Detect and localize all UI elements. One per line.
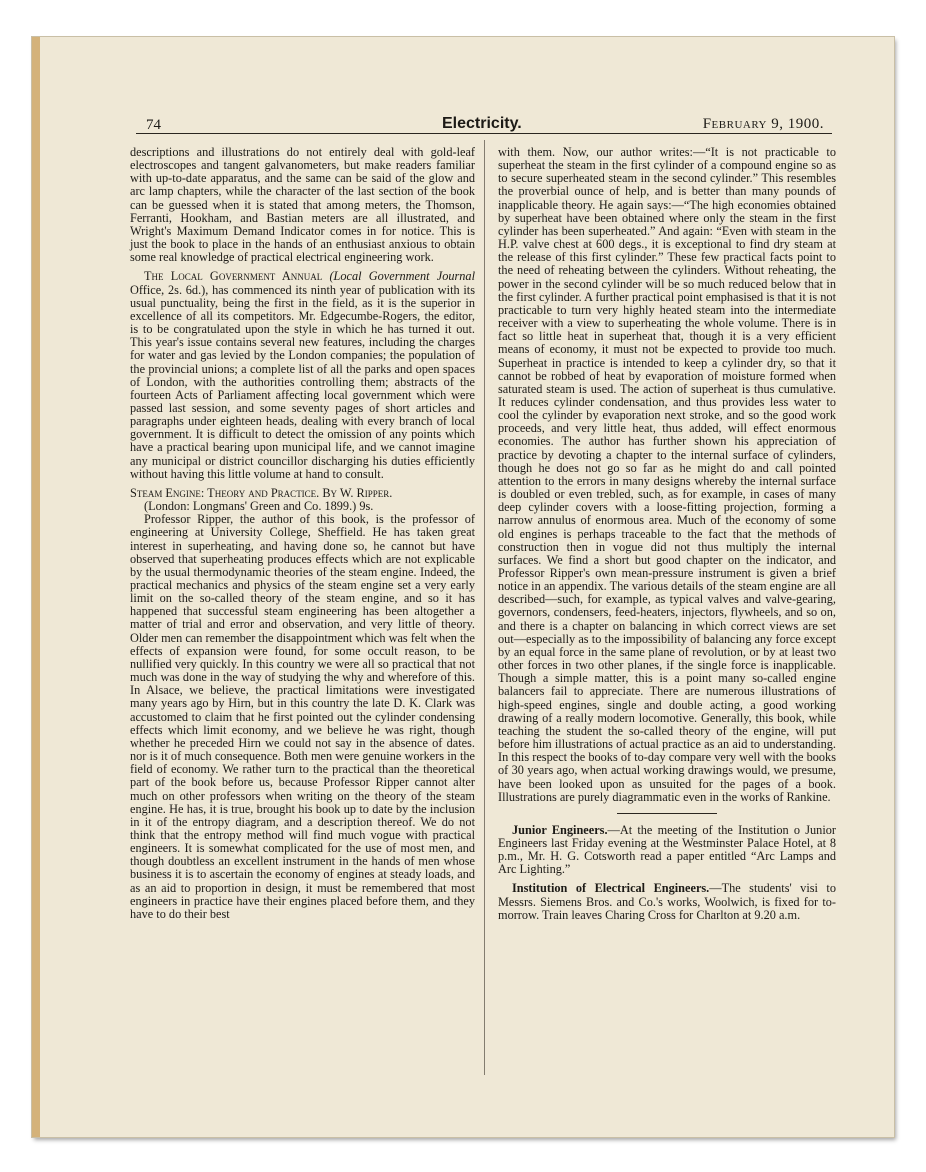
news-title: Junior Engineers. <box>512 822 608 837</box>
page-number: 74 <box>146 117 161 133</box>
publisher-italic: (Local Government Journal <box>329 269 475 284</box>
review-heading: The Local Government Annual <box>144 269 323 284</box>
news-iee <box>498 882 836 921</box>
steam-engine-review: Professor Ripper, the author of this book, is the professor of engineering at University College, Sheffield. He has taken great interest in superheating, and having done so, he cannot but have observed that superheating produces effects which are not explicable by the usual thermodynamic theories of the steam engine. Indeed, the practical mechanics and physics of the steam engine set a very early limit on the so-called theory of the steam engine, and so it has happened that successful steam engineering has been altogether a matter of trial and error and observation, and very little of theory. Older men can remember the disappointment which was felt when the effects of expansion were found, for some occult reason, to be nullified very quickly. In this country we were all so practical that not much was done in the way of studying the why and wherefore of this. In Alsace, we believe, the practical limitations were investigated many years ago by Hirn, but in this country the late D. K. Clark was accustomed to claim that he first pointed out the cylinder condensing effects which limit economy, and we believe he was right, though whether he preceded Hirn we could not say in the absence of dates. nor is it of much consequence. Both men were genuine workers in the field of economy. We rather turn to the practical than the theoretical part of the book before us, because Professor Ripper cannot alter much on other professors when writing on the theory of the steam engine. He has, it is true, brought his book up to date by the inclusion in it of the entropy diagram, and a description thereof. We do not think that the entropy method will find much vogue with practical engineers. It is somewhat complicated for the use of most men, and though doubtless an excellent instrument in the hands of men whose business it is to ascertain the economy of engines at steady loads, and as an aid to proportion in design, it must be remembered that most engineers in practice have their engines placed before them, and they have to do their best <box>130 512 475 921</box>
publisher-details: Office, 2s. 6d.), <box>130 282 209 297</box>
journal-title: Electricity. <box>442 115 522 132</box>
section-separator <box>617 813 717 814</box>
review-continuation-right: with them. Now, our author writes:—“It is not practicable to superheat the steam in the first cylinder of a compound engine so as to secure superheated steam in the second cylinder.” This resembles the proverbial ounce of help, and is better than many pounds of inapplicable theory. He again says:—“The high economies obtained by superheat have been obtained where only the steam in the first cylinder has been superheated.” And again: “Even with steam in the H.P. valve chest at 600 degs., it is exceptional to find dry steam at the release of this first cylinder.” These few practical facts point to the need of reheating between the cylinders. Without reheating, the power in the second cylinder will be so much reduced below that in the first cylinder. A further practical point emphasised is that it is not practicable to turn very highly heated steam into the intermediate receiver with a view to superheating the whole volume. There is in fact so little heat in superheat that, though it is a very efficient means of economy, it must not be expected to provide too much. Superheat in practice is intended to keep a cylinder dry, so that it cannot be robbed of heat by evaporation of moisture formed when saturated steam is used. The action of superheat is thus cumulative. It reduces cylinder condensation, and thus provides less water to cool the cylinder by evaporation next stroke, and so the good work proceeds, and very little heat, thus added, will effect enormous economies. The author has further shown his appreciation of practice by devoting a chapter to the internal surface of cylinders, though he does not go so far as he might do and call pointed attention to the errors in many designs whereby the internal surface is doubled or even trebled, such, as for example, in cases of many deep cylinder covers with a loose-fitting projection, forming a narrow annulus of enormous area. Much of the economy of some old engines is perhaps traceable to the fact that the methods of construction then in vogue did not thus multiply the internal surfaces. We find a short but good chapter on the indicator, and Professor Ripper's own mean-pressure instrument is given a brief notice in an appendix. The various details of the steam engine are all described—such, for example, as typical valves and valve-gearing, governors, condensers, feed-heaters, injectors, flywheels, and so on, and there is a chapter on balancing in which correct views are set out—especially as to the impossibility of balancing any force except by an equal force in the same plane of revolution, or by at least two other forces in two other planes, if the single force is inapplicable. Though a simple matter, this is a point many so-called engine balancers fail to appreciate. There are numerous illustrations of high-speed engines, single and double acting, a good working drawing of a really modern locomotive. Generally, this book, while teaching the student the so-called theory of the engine, will put before him illustrations of actual practice as an aid to understanding. In this respect the books of to-day compare very well with the books of 30 years ago, when actual working drawings would, we presume, have been looked upon as unsuited for the pages of a book. Illustrations are purely diagrammatic even in the works of Rankine. <box>498 145 836 804</box>
news-body: —The students' visi to Messrs. Siemens Bros. and Co.'s works, Woolwich, is fixed for to-morrow. Train leaves Charing Cross for Charlton at 9.20 a.m. <box>498 881 836 922</box>
news-title: Institution of Electrical Engineers. <box>512 881 710 896</box>
right-column <box>498 146 836 922</box>
review-continuation: descriptions and illustrations do not entirely deal with gold-leaf electroscopes and tangent galvanometers, but make readers familiar with up-to-date apparatus, and the same can be said of the glow and arc lamp chapters, while the character of the last section of the book can be guessed when it is stated that among meters, the Thomson, Ferranti, Hookham, and Bastian meters are all illustrated, and Wright's Maximum Demand Indicator comes in for notice. This is just the book to place in the hands of an enthusiast anxious to obtain some real knowledge of practical electrical engineering work. <box>130 145 475 265</box>
column-divider <box>484 140 485 1075</box>
left-column <box>130 146 475 921</box>
local-government-review <box>130 270 475 481</box>
header-rule <box>136 133 832 134</box>
news-junior-engineers <box>498 824 836 877</box>
news-body: —At the meeting of the Institution o Junior Engineers last Friday evening at the Westminster Palace Hotel, at 8 p.m., Mr. H. G. Cotsworth read a paper entitled “Arc Lamps and Arc Lighting.” <box>498 822 836 877</box>
book-publisher: (London: Longmans' Green and Co. 1899.) 9s. <box>144 499 374 514</box>
book-author: By W. Ripper. <box>322 485 393 500</box>
book-title: Steam Engine: Theory and Practice. <box>130 485 320 500</box>
review-body: has commenced its ninth year of publication with its usual punctuality, being the first in the field, as it is the superior in excellence of all its competitors. Mr. Edgecumbe-Rogers, the editor, is to be congratulated upon the style in which he has turned it out. This year's issue contains several new features, including the charges for water and gas levied by the London companies; the population of the provincial unions; a complete list of all the parks and open spaces of London, with the authorities controlling them; abstracts of the fourteen Acts of Parliament affecting local government which were passed last session, and some seventy pages of short articles and paragraphs under eighteen heads, dealing with every branch of local government. It is difficult to detect the omission of any points which have a practical bearing upon municipal life, and we cannot imagine any municipal or district councillor discharging his duties efficiently without having this little volume at hand to consult. <box>130 282 476 481</box>
issue-date: February 9, 1900. <box>702 116 824 132</box>
